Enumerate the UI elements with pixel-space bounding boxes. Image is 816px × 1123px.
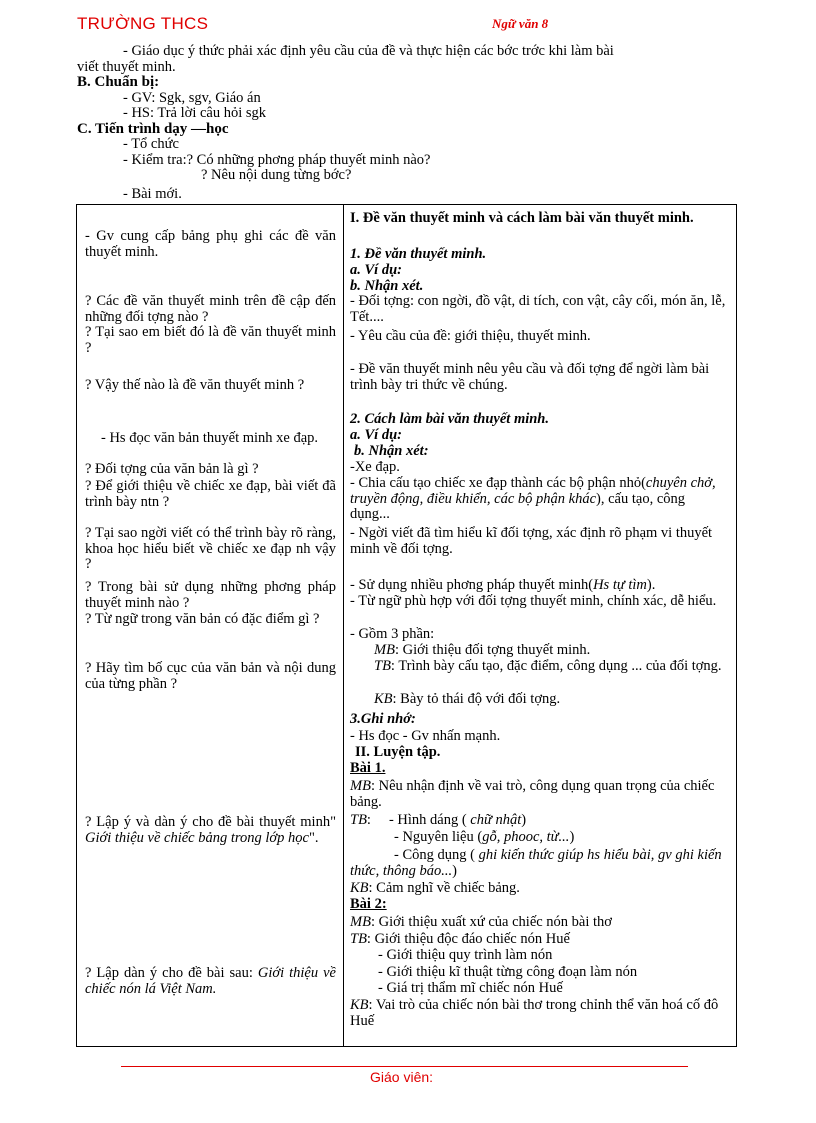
objective-line-cont: viết thuyết minh. — [77, 58, 176, 75]
part-kb: KB: Bày tỏ thái độ với đối tợng. — [374, 691, 561, 707]
left-q7: ? Tại sao ngời viết có thể trình bày rõ ràng, khoa học hiểu biết về chiếc xe đạp nh vậy ? — [85, 525, 336, 572]
ex2-tb-aesthetic: - Giá trị thẩm mĩ chiếc nón Huế — [378, 980, 563, 996]
section-2-heading: II. Luyện tập. — [355, 744, 441, 760]
remark-methods: - Sử dụng nhiều phơng pháp thuyết minh(Hs tự tìm). — [350, 577, 656, 593]
ex2-tb-technique: - Giới thiệu kĩ thuật từng công đoạn làm nón — [378, 964, 638, 980]
teacher-questions-column — [77, 205, 344, 1047]
section-1-heading: I. Đề văn thuyết minh và cách làm bài văn thuyết minh. — [350, 210, 694, 226]
exercise-1-title: Bài 1. — [350, 760, 386, 776]
remark-object: - Đối tợng: con ngời, đồ vật, di tích, con vật, cây cối, món ăn, lễ, Tết.... — [350, 293, 726, 325]
remark-structure: - Chia cấu tạo chiếc xe đạp thành các bộ phận nhỏ(chuyên chở, truyền động, điều khiển, các bộ phận khác), cấu tạo, công dụng... — [350, 475, 716, 522]
left-q1: - Gv cung cấp bảng phụ ghi các đề văn thuyết minh. — [85, 228, 336, 260]
ex2-tb: TB: Giới thiệu độc đáo chiếc nón Huế — [350, 931, 570, 947]
memo-heading: 3.Ghi nhớ: — [350, 711, 416, 727]
remark-label-1: b. Nhận xét. — [350, 278, 424, 294]
subject-label: Ngữ văn 8 — [492, 16, 549, 31]
remark-research: - Ngời viết đã tìm hiểu kĩ đối tợng, xác định rõ phạm vi thuyết minh về đối tợng. — [350, 525, 713, 557]
part-mb: MB: Giới thiệu đối tợng thuyết minh. — [374, 642, 591, 658]
prep-hs: - HS: Trả lời câu hỏi sgk — [123, 105, 267, 121]
ex1-tb-material: - Nguyên liệu (gỗ, phooc, từ...) — [394, 829, 575, 845]
step-organize: - Tổ chức — [123, 136, 179, 152]
left-q3: ? Vậy thế nào là đề văn thuyết minh ? — [85, 377, 305, 393]
example-label-2: a. Ví dụ: — [350, 427, 402, 443]
left-q11: ? Lập ý và dàn ý cho đề bài thuyết minh" Giới thiệu về chiếc bảng trong lớp học". — [85, 814, 336, 846]
left-q4: - Hs đọc văn bản thuyết minh xe đạp. — [101, 430, 319, 446]
lesson-table — [76, 204, 737, 1047]
ex1-kb: KB: Cảm nghĩ về chiếc bảng. — [350, 880, 520, 896]
example-label-1: a. Ví dụ: — [350, 262, 402, 278]
remark-parts: - Gồm 3 phần: — [350, 626, 435, 642]
left-q9: ? Từ ngữ trong văn bản có đặc điểm gì ? — [85, 611, 320, 627]
ex1-tb-usage: - Công dụng ( ghi kiến thức giúp hs hiểu bài, gv ghi kiến thức, thông báo...) — [350, 847, 722, 879]
footer-divider — [121, 1066, 688, 1067]
content-column — [344, 205, 737, 1047]
left-q5: ? Đối tợng của văn bản là gì ? — [85, 461, 259, 477]
ex2-kb: KB: Vai trò của chiếc nón bài thơ trong chỉnh thể văn hoá cố đô Huế — [350, 997, 719, 1029]
objective-line: - Giáo dục ý thức phải xác định yêu cầu của đề và thực hiện các bớc trớc khi làm bài — [123, 43, 614, 59]
left-q6: ? Để giới thiệu về chiếc xe đạp, bài viết đã trình bày ntn ? — [85, 478, 336, 510]
ex2-mb: MB: Giới thiệu xuất xứ của chiếc nón bài thơ — [350, 914, 612, 930]
remark-wording: - Từ ngữ phù hợp với đối tợng thuyết minh, chính xác, dễ hiểu. — [350, 593, 717, 609]
subsection-1-2: 2. Cách làm bài văn thuyết minh. — [350, 411, 549, 427]
memo-text: - Hs đọc - Gv nhấn mạnh. — [350, 728, 501, 744]
ex1-mb: MB: Nêu nhận định về vai trò, công dụng quan trọng của chiếc bảng. — [350, 778, 715, 810]
left-q10: ? Hãy tìm bố cục của văn bản và nội dung của từng phần ? — [85, 660, 336, 692]
prep-title: B. Chuẩn bị: — [77, 74, 160, 90]
step-check-2: ? Nêu nội dung từng bớc? — [201, 167, 352, 183]
remark-definition: - Đề văn thuyết minh nêu yêu cầu và đối tợng để ngời làm bài trình bày tri thức về chúng. — [350, 361, 710, 393]
teacher-footer: Giáo viên: — [370, 1069, 434, 1085]
left-q12: ? Lập dàn ý cho đề bài sau: Giới thiệu về chiếc nón lá Việt Nam. — [85, 965, 336, 997]
step-check: - Kiểm tra:? Có những phơng pháp thuyết minh nào? — [123, 151, 431, 168]
left-q2b: ? Tại sao em biết đó là đề văn thuyết minh ? — [85, 324, 336, 356]
process-title: C. Tiến trình dạy —học — [77, 120, 229, 137]
lesson-intro — [77, 44, 747, 202]
remark-bike: -Xe đạp. — [350, 459, 400, 475]
school-name: TRƯỜNG THCS — [77, 14, 209, 33]
subsection-1-1: 1. Đề văn thuyết minh. — [350, 246, 487, 262]
exercise-2-title: Bài 2: — [350, 896, 387, 912]
prep-gv: - GV: Sgk, sgv, Giáo án — [123, 89, 261, 106]
remark-label-2: b. Nhận xét: — [354, 443, 429, 459]
left-q8: ? Trong bài sử dụng những phơng pháp thuyết minh nào ? — [85, 579, 336, 611]
ex1-tb: TB: - Hình dáng ( chữ nhật) — [350, 812, 527, 828]
ex2-tb-process: - Giới thiệu quy trình làm nón — [378, 947, 553, 963]
remark-requirement: - Yêu cầu của đề: giới thiệu, thuyết minh. — [350, 328, 591, 344]
step-new-lesson: - Bài mới. — [123, 185, 182, 202]
left-q2a: ? Các đề văn thuyết minh trên đề cập đến những đối tợng nào ? — [85, 293, 336, 325]
part-tb: TB: Trình bày cấu tạo, đặc điểm, công dụng ... của đối tợng. — [374, 658, 722, 674]
